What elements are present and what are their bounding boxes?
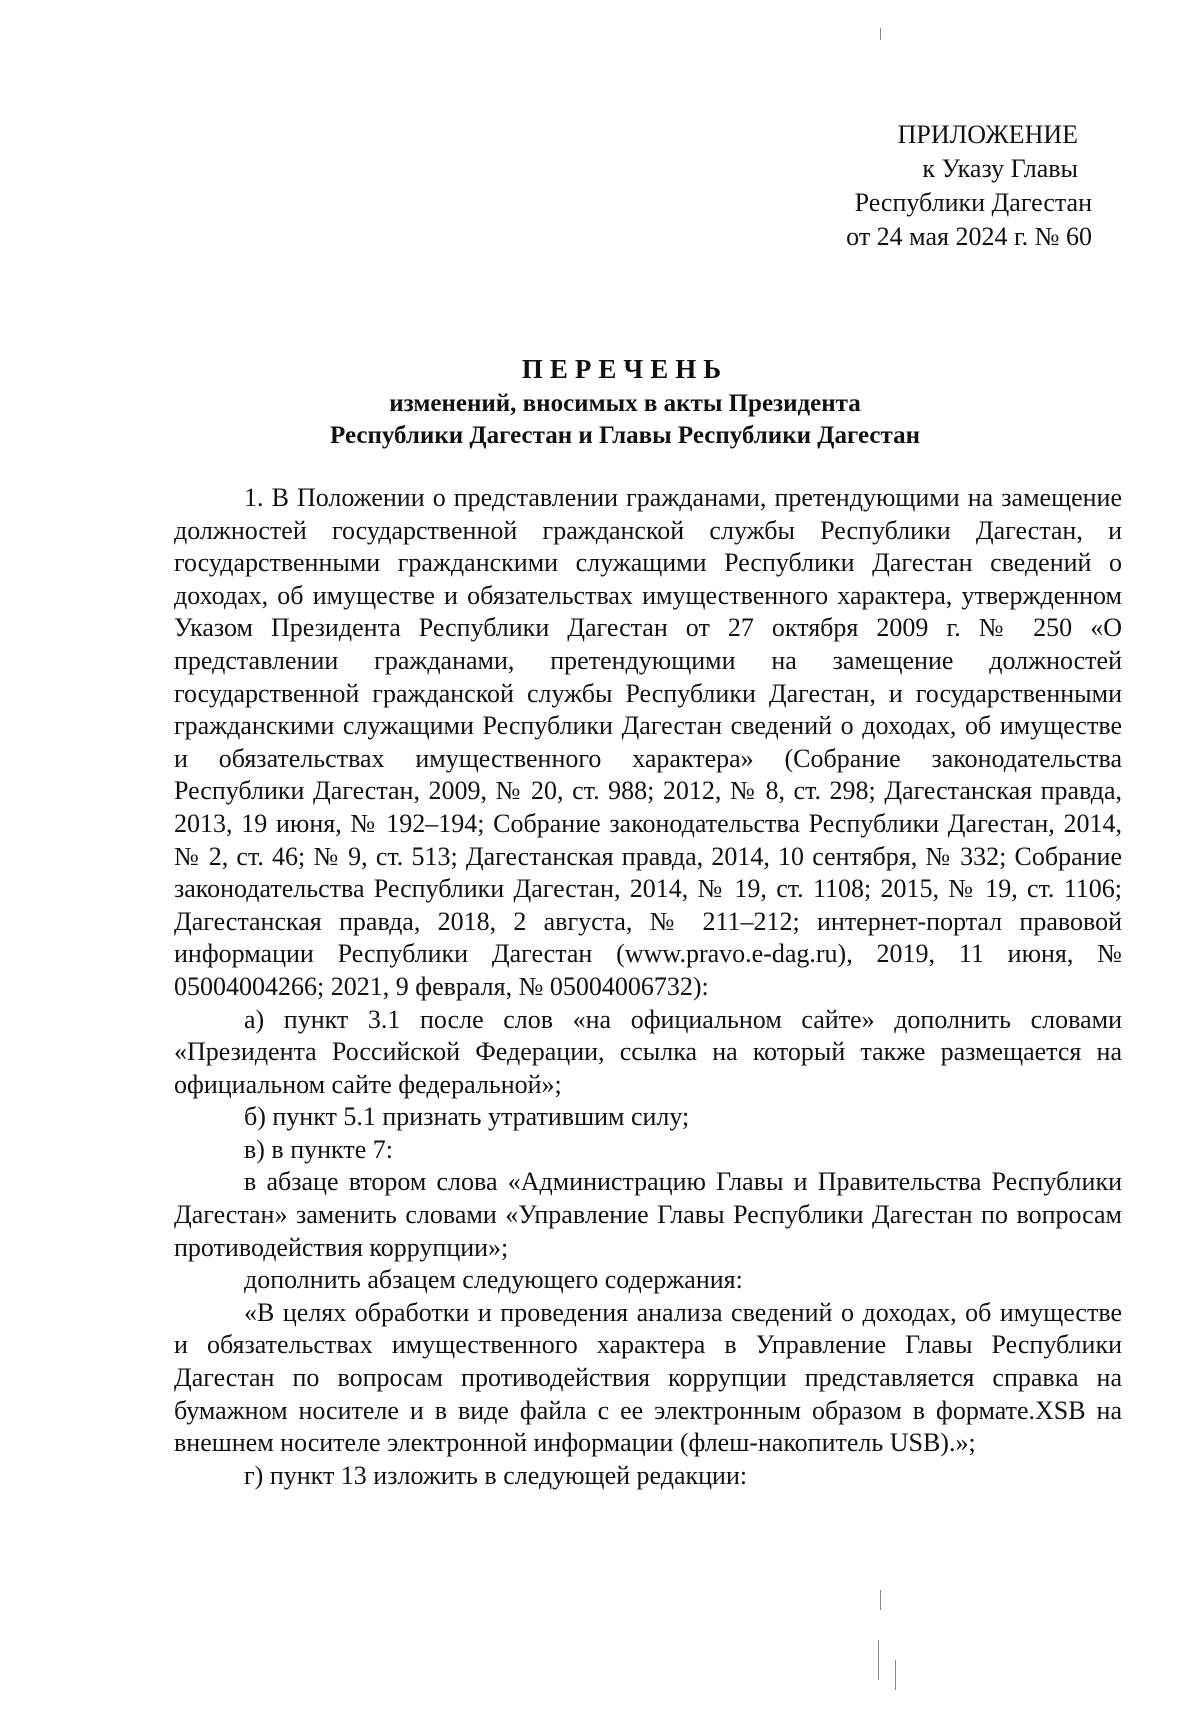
document-title [175, 350, 1075, 452]
paragraph-c: в) в пункте 7: [244, 1134, 393, 1164]
document-body [174, 482, 1122, 1492]
title-subtitle-line2: Республики Дагестан и Главы Республики Дагестан [330, 422, 920, 449]
paragraph-c-1: в абзаце втором слова «Администрацию Главы и Правительства Республики Дагестан» заменить словами «Управление Главы Республики Дагестан по вопросам противодействия коррупции»; [174, 1167, 1122, 1262]
paragraph-d: г) пункт 13 изложить в следующей редакции: [244, 1460, 748, 1490]
appendix-decree-ref: к Указу Главы [922, 154, 1078, 183]
title-subtitle-line1: изменений, вносимых в акты Президента [389, 390, 861, 417]
paragraph-b: б) пункт 5.1 признать утратившим силу; [244, 1102, 690, 1132]
scan-mark [880, 28, 881, 40]
appendix-date-number: от 24 мая 2024 г. № 60 [846, 222, 1092, 251]
paragraph-a: а) пункт 3.1 после слов «на официальном сайте» дополнить словами «Президента Российской Федерации, ссылка на который также размещается на официальном сайте федеральной»; [174, 1004, 1122, 1099]
appendix-label: ПРИЛОЖЕНИЕ [897, 120, 1078, 149]
scan-mark [880, 1590, 881, 1610]
paragraph-c-3: «В целях обработки и проведения анализа сведений о доходах, об имуществе и обязательствах имущественного характера в Управление Главы Республики Дагестан по вопросам противодействия коррупции представляется справка на бумажном носителе и в виде файла с ее электронным образом в формате.XSB на внешнем носителе электронной информации (флеш-накопитель USB).»; [174, 1297, 1122, 1458]
appendix-header [792, 118, 1092, 254]
scan-mark [895, 1660, 896, 1690]
paragraph-c-2: дополнить абзацем следующего содержания: [244, 1265, 743, 1295]
title-main: ПЕРЕЧЕНЬ [521, 354, 729, 384]
scan-mark [878, 1640, 879, 1680]
appendix-republic: Республики Дагестан [854, 188, 1092, 217]
paragraph-1: 1. В Положении о представлении гражданами, претендующими на замещение должностей государственной гражданской службы Республики Дагестан, и государственными гражданскими служащими Республики Дагестан сведений о доходах, об имуществе и обязательствах имущественного характера, утвержденном Указом Президента Республики Дагестан от 27 октября 2009 г. № 250 «О представлении гражданами, претендующими на замещение должностей государственной гражданской службы Республики Дагестан, и государственными гражданскими служащими Республики Дагестан сведений о доходах, об имуществе и обязательствах имущественного характера» (Собрание законодательства Республики Дагестан, 2009, № 20, ст. 988; 2012, № 8, ст. 298; Дагестанская правда, 2013, 19 июня, № 192–194; Собрание законодательства Республики Дагестан, 2014, № 2, ст. 46; № 9, ст. 513; Дагестанская правда, 2014, 10 сентября, № 332; Собрание законодательства Республики Дагестан, 2014, № 19, ст. 1108; 2015, № 19, ст. 1106; Дагестанская правда, 2018, 2 августа, № 211–212; интернет-портал правовой информации Республики Дагестан (www.pravo.e-dag.ru), 2019, 11 июня, № 05004004266; 2021, 9 февраля, № 05004006732): [174, 483, 1122, 1001]
